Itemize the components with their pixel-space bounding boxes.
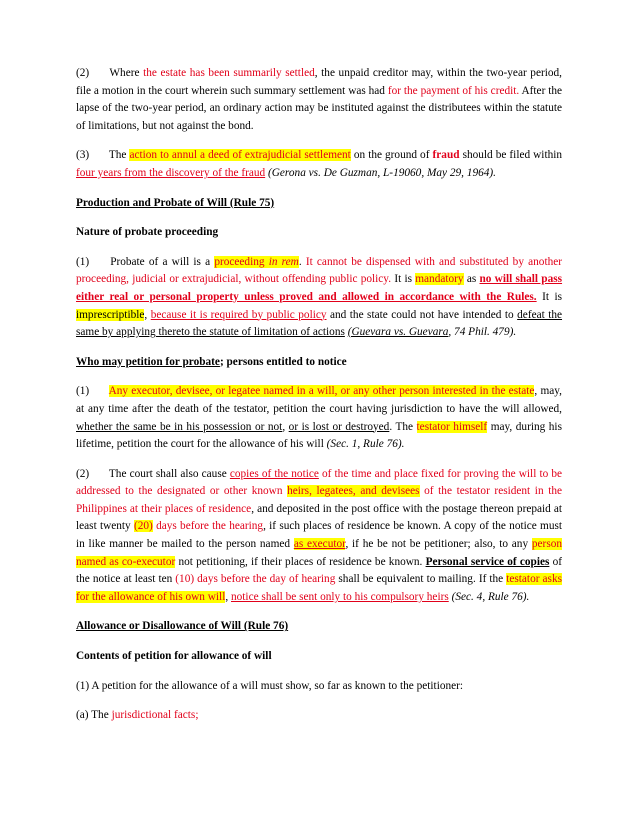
citation: (Sec. 1, Rule 76).	[326, 438, 405, 451]
red-bold-underlined-text: no will shall pass either real or personal property unless proved and allowed in accordance with the Rules.	[76, 273, 563, 303]
paragraph-number: (1)	[76, 385, 90, 398]
red-underlined-text: four years from the discovery of the fraud	[76, 166, 266, 179]
paragraph-summary-settlement: (2) Where the estate has been summarily settled, the unpaid creditor may, within the two-year period, file a motion in the court wherein such summary settlement was had for the payment of his credit. After the lapse of the two-year period, an ordinary action may be instituted against the distributees within the statute of limitations, but not against the bond.	[76, 67, 563, 132]
highlighted-text: proceeding in rem	[214, 255, 299, 268]
highlighted-text: heirs, legatees, and devisees	[287, 485, 420, 498]
red-text: jurisdictional facts;	[111, 709, 199, 722]
red-text: the estate has been summarily settled	[143, 67, 315, 79]
red-text: days before the hearing	[156, 520, 264, 533]
paragraph-petition-contents: (1) A petition for the allowance of a will must show, so far as known to the petitioner:	[76, 679, 464, 692]
section-heading-allowance: Allowance or Disallowance of Will (Rule 76)	[76, 620, 289, 633]
paragraph-who-may-petition: (1) Any executor, devisee, or legatee named in a will, or any other person interested in the estate, may, at any time after the death of the testator, petition the court having jurisdiction to have the will allowed, whether the same be in his possession or not, or is lost or destroyed. The testator himself may, during his lifetime, petition the court for the allowance of his will (Sec. 1, Rule 76).	[76, 385, 562, 451]
bold-underlined-text: Personal service of copies	[425, 555, 550, 568]
paragraph-number: (1)	[76, 255, 90, 268]
underlined-text: defeat the same by applying thereto the statute of limitation of actions	[76, 308, 563, 339]
red-text: for the payment of his credit.	[387, 84, 520, 97]
section-heading-contents-petition: Contents of petition for allowance of will	[76, 650, 272, 663]
highlighted-text: testator asks for the allowance of his own will	[76, 573, 562, 603]
citation: (Gerona vs. De Guzman, L-19060, May 29, 1964).	[267, 166, 496, 179]
highlighted-text: testator himself	[416, 420, 488, 433]
red-text: It cannot be dispensed with and substituted by another proceeding, judicial or extrajudicial, without offending public policy.	[76, 255, 563, 286]
citation: , 74 Phil. 479).	[448, 326, 517, 339]
red-underlined-text: because it is required by public policy	[150, 308, 327, 321]
section-heading-who-may-petition: Who may petition for probate; persons entitled to notice	[76, 355, 347, 368]
paragraph-jurisdictional-facts: (a) The jurisdictional facts;	[76, 709, 199, 722]
highlighted-text: person named as co-executor	[76, 538, 563, 568]
red-text: of the time and place fixed for proving the will to be addressed to the designated or other known	[76, 467, 563, 498]
section-heading-production-probate: Production and Probate of Will (Rule 75)	[76, 196, 275, 209]
citation: (Guevara vs. Guevara	[347, 326, 449, 339]
highlighted-text: as executor	[293, 538, 346, 551]
paragraph-annul-deed: (3) The action to annul a deed of extrajudicial settlement on the ground of fraud should be filed within four years from the discovery of the fraud (Gerona vs. De Guzman, L-19060, May 29, 1964).	[76, 149, 563, 179]
highlighted-text: imprescriptible	[76, 308, 145, 321]
paragraph-number: (3)	[76, 149, 90, 162]
underlined-text: whether the same be in his possession or not	[76, 420, 283, 433]
red-underlined-text: copies of the notice	[229, 467, 319, 480]
highlighted-text: Any executor, devisee, or legatee named in a will, or any other person interested in the estate	[108, 385, 535, 398]
red-text: (10) days before the day of hearing	[175, 573, 336, 586]
paragraph-nature-probate: (1) Probate of a will is a proceeding in rem. It cannot be dispensed with and substituted by another proceeding, judicial or extrajudicial, without offending public policy. It is mandatory as no will shall pass either real or personal property unless proved and allowed in accordance with the Rules. It is imprescriptible, because it is required by public policy and the state could not have intended to defeat the same by applying thereto the statute of limitation of actions (Guevara vs. Guevara, 74 Phil. 479).	[76, 255, 563, 339]
red-text: of the testator resident in the Philippines at their places of residence	[76, 485, 563, 515]
highlighted-text: action to annul a deed of extrajudicial settlement	[129, 149, 351, 162]
red-underlined-text: notice shall be sent only to his compulsory heirs	[231, 590, 449, 603]
paragraph-notice-heirs: (2) The court shall also cause copies of the notice of the time and place fixed for proving the will to be addressed to the designated or other known heirs, legatees, and devisees of the testator resident in the Philippines at their places of residence, and deposited in the post office with the postage thereon prepaid at least twenty (20) days before the hearing, if such places of residence be known. A copy of the notice must in like manner be mailed to the person named as executor, if he be not be petitioner; also, to any person named as co-executor not petitioning, if their places of residence be known. Personal service of copies of the notice at least ten (10) days before the day of hearing shall be equivalent to mailing. If the testator asks for the allowance of his own will, notice shall be sent only to his compulsory heirs (Sec. 4, Rule 76).	[76, 467, 563, 603]
red-bold-text: fraud	[432, 149, 460, 162]
underlined-text: or is lost or destroyed	[288, 420, 390, 433]
paragraph-number: (2)	[76, 467, 90, 480]
paragraph-number: (2)	[76, 67, 90, 79]
highlighted-text: (20)	[133, 520, 153, 533]
section-heading-nature-probate: Nature of probate proceeding	[76, 226, 219, 239]
citation: (Sec. 4, Rule 76).	[451, 590, 530, 603]
highlighted-text: mandatory	[415, 273, 464, 286]
